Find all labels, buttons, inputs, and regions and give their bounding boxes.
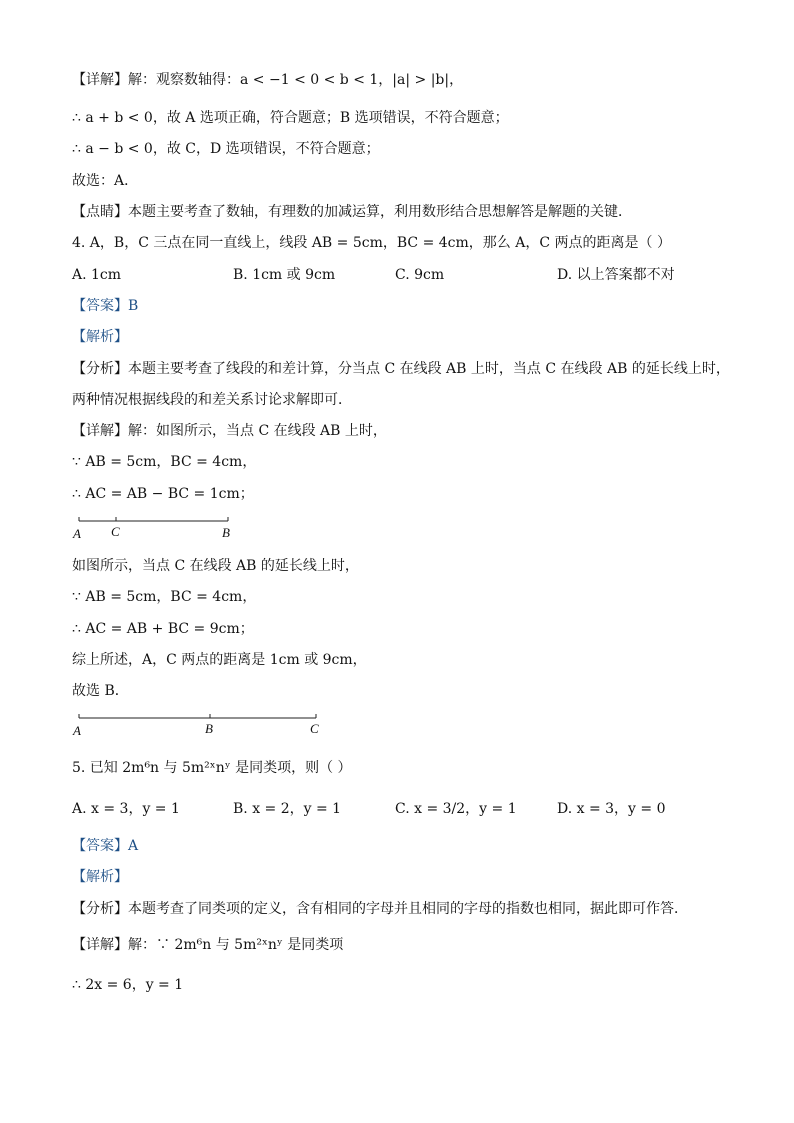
remark-line: 【点睛】本题主要考查了数轴，有理数的加减运算，利用数形结合思想解答是解题的关键． [72, 204, 632, 220]
segment-figure-2 [79, 714, 316, 718]
q5-option-d: D. x = 3，y = 0 [557, 801, 666, 817]
q4-detail: 综上所述，A，C 两点的距离是 1cm 或 9cm， [72, 652, 367, 668]
q4-option-a: A. 1cm [72, 267, 122, 283]
q4-detail: ∵ AB = 5cm，BC = 4cm， [72, 454, 257, 470]
point-label-b: B [222, 525, 230, 540]
q5-answer: 【答案】A [72, 838, 139, 854]
q5-option-b: B. x = 2，y = 1 [233, 801, 342, 817]
q4-fenxi: 两种情况根据线段的和差关系讨论求解即可． [72, 392, 352, 408]
q4-detail: 故选 B． [72, 683, 129, 699]
point-label-a: A [73, 723, 81, 738]
q4-option-c: C. 9cm [395, 267, 445, 283]
q4-detail: ∴ AC = AB + BC = 9cm； [72, 621, 254, 637]
q4-detail: ∴ AC = AB − BC = 1cm； [72, 486, 254, 502]
solution-line: 故选：A． [72, 173, 139, 189]
q4-analysis-heading: 【解析】 [72, 329, 128, 345]
q4-option-b: B. 1cm 或 9cm [233, 267, 336, 283]
solution-line: ∴ a − b < 0，故 C，D 选项错误，不符合题意； [72, 141, 380, 157]
q4-answer: 【答案】B [72, 298, 139, 314]
solution-line: 【详解】解：观察数轴得：a < −1 < 0 < b < 1，|a| > |b|， [72, 72, 464, 88]
q4-stem: 4. A，B，C 三点在同一直线上，线段 AB = 5cm，BC = 4cm，那么 A，C 两点的距离是（ ） [72, 235, 671, 251]
q4-detail: ∵ AB = 5cm，BC = 4cm， [72, 589, 257, 605]
q5-stem: 5. 已知 2m⁶n 与 5m²ˣnʸ 是同类项，则（ ） [72, 760, 352, 776]
segment-figure-1 [79, 517, 228, 521]
q5-fenxi: 【分析】本题考查了同类项的定义，含有相同的字母并且相同的字母的指数也相同，据此即可作答． [72, 901, 688, 917]
point-label-c: C [310, 721, 319, 736]
point-label-a: A [73, 526, 81, 541]
q4-fenxi: 【分析】本题主要考查了线段的和差计算，分当点 C 在线段 AB 上时，当点 C 在线段 AB 的延长线上时， [72, 361, 730, 377]
q5-detail: ∴ 2x = 6，y = 1 [72, 977, 184, 993]
point-label-b: B [205, 721, 213, 736]
q5-detail: 【详解】解：∵ 2m⁶n 与 5m²ˣnʸ 是同类项 [72, 937, 344, 953]
q4-option-d: D. 以上答案都不对 [557, 267, 675, 283]
q4-detail: 如图所示，当点 C 在线段 AB 的延长线上时， [72, 558, 359, 574]
q4-detail: 【详解】解：如图所示，当点 C 在线段 AB 上时， [72, 423, 387, 439]
q5-option-c: C. x = 3/2，y = 1 [395, 801, 517, 817]
q5-analysis-heading: 【解析】 [72, 869, 128, 885]
q5-option-a: A. x = 3，y = 1 [72, 801, 180, 817]
point-label-c: C [111, 524, 120, 539]
solution-line: ∴ a + b < 0，故 A 选项正确，符合题意；B 选项错误，不符合题意； [72, 110, 509, 126]
